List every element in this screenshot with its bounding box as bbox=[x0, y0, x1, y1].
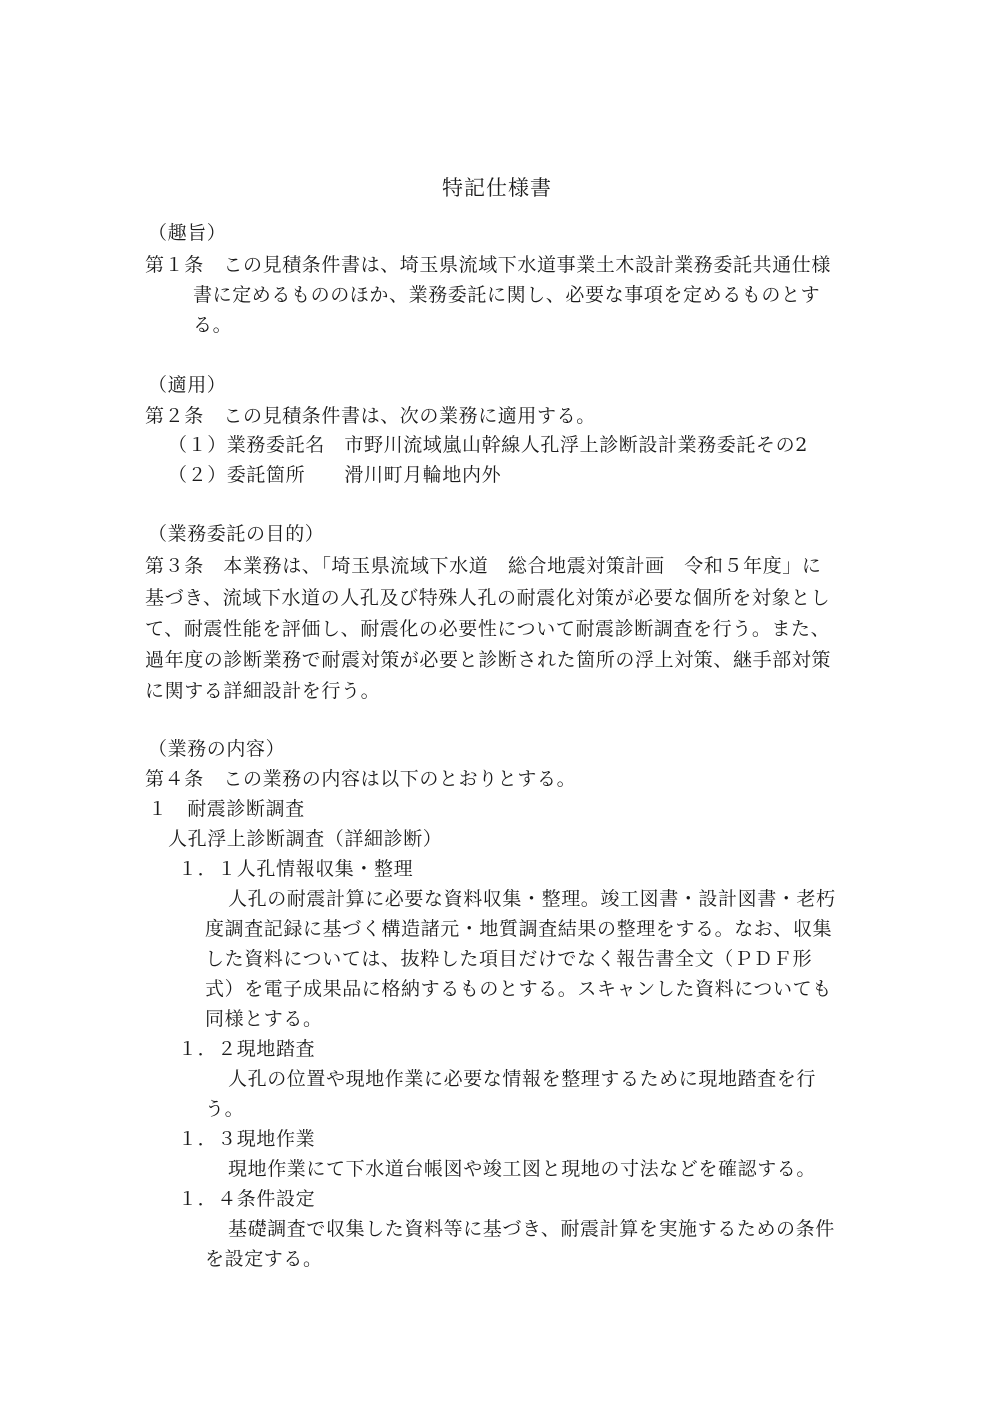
item-body-line: 人孔の位置や現地作業に必要な情報を整理するために現地踏査を行 bbox=[228, 1068, 817, 1090]
document-title: 特記仕様書 bbox=[442, 176, 552, 200]
article-2-item: （２）委託箇所 滑川町月輪地内外 bbox=[168, 464, 502, 486]
article-3-line: に関する詳細設計を行う。 bbox=[145, 680, 381, 702]
item-body-line: 現地作業にて下水道台帳図や竣工図と現地の寸法などを確認する。 bbox=[228, 1158, 817, 1180]
item-heading: １．３現地作業 bbox=[178, 1128, 316, 1150]
article-1-line: 第１条 この見積条件書は、埼玉県流域下水道事業土木設計業務委託共通仕様 bbox=[145, 254, 832, 276]
item-body-line: した資料については、抜粋した項目だけでなく報告書全文（ＰＤＦ形 bbox=[205, 948, 813, 970]
article-3-heading: （業務委託の目的） bbox=[148, 523, 325, 545]
article-3-line: 過年度の診断業務で耐震対策が必要と診断された箇所の浮上対策、継手部対策 bbox=[145, 649, 832, 671]
item-body-line: う。 bbox=[205, 1098, 245, 1120]
section-1-heading: １ 耐震診断調査 bbox=[148, 798, 305, 820]
item-body-line: 度調査記録に基づく構造諸元・地質調査結果の整理をする。なお、収集 bbox=[205, 918, 833, 940]
item-body-line: 同様とする。 bbox=[205, 1008, 323, 1030]
article-3-line: 第３条 本業務は、「埼玉県流域下水道 総合地震対策計画 令和５年度」に bbox=[145, 555, 822, 577]
article-4-intro: 第４条 この業務の内容は以下のとおりとする。 bbox=[145, 768, 577, 790]
article-1-line: る。 bbox=[193, 314, 233, 336]
item-body-line: 基礎調査で収集した資料等に基づき、耐震計算を実施するための条件 bbox=[228, 1218, 835, 1240]
item-body-line: を設定する。 bbox=[205, 1248, 323, 1270]
item-body-line: 式）を電子成果品に格納するものとする。スキャンした資料についても bbox=[205, 978, 832, 1000]
article-2-item: （１）業務委託名 市野川流域嵐山幹線人孔浮上診断設計業務委託その2 bbox=[168, 434, 808, 456]
item-heading: １．２現地踏査 bbox=[178, 1038, 316, 1060]
article-2-line: 第２条 この見積条件書は、次の業務に適用する。 bbox=[145, 405, 596, 427]
item-heading: １．１人孔情報収集・整理 bbox=[178, 858, 414, 880]
article-1-heading: （趣旨） bbox=[148, 222, 227, 244]
article-1-line: 書に定めるもののほか、業務委託に関し、必要な事項を定めるものとす bbox=[193, 284, 821, 306]
item-body-line: 人孔の耐震計算に必要な資料収集・整理。竣工図書・設計図書・老朽 bbox=[228, 888, 836, 910]
item-heading: １．４条件設定 bbox=[178, 1188, 316, 1210]
article-4-heading: （業務の内容） bbox=[148, 738, 286, 760]
article-3-line: て、耐震性能を評価し、耐震化の必要性について耐震診断調査を行う。また、 bbox=[145, 618, 831, 640]
subsection-heading: 人孔浮上診断調査（詳細診断） bbox=[168, 828, 443, 850]
article-2-heading: （適用） bbox=[148, 374, 227, 396]
article-3-line: 基づき、流域下水道の人孔及び特殊人孔の耐震化対策が必要な個所を対象とし bbox=[145, 587, 831, 609]
